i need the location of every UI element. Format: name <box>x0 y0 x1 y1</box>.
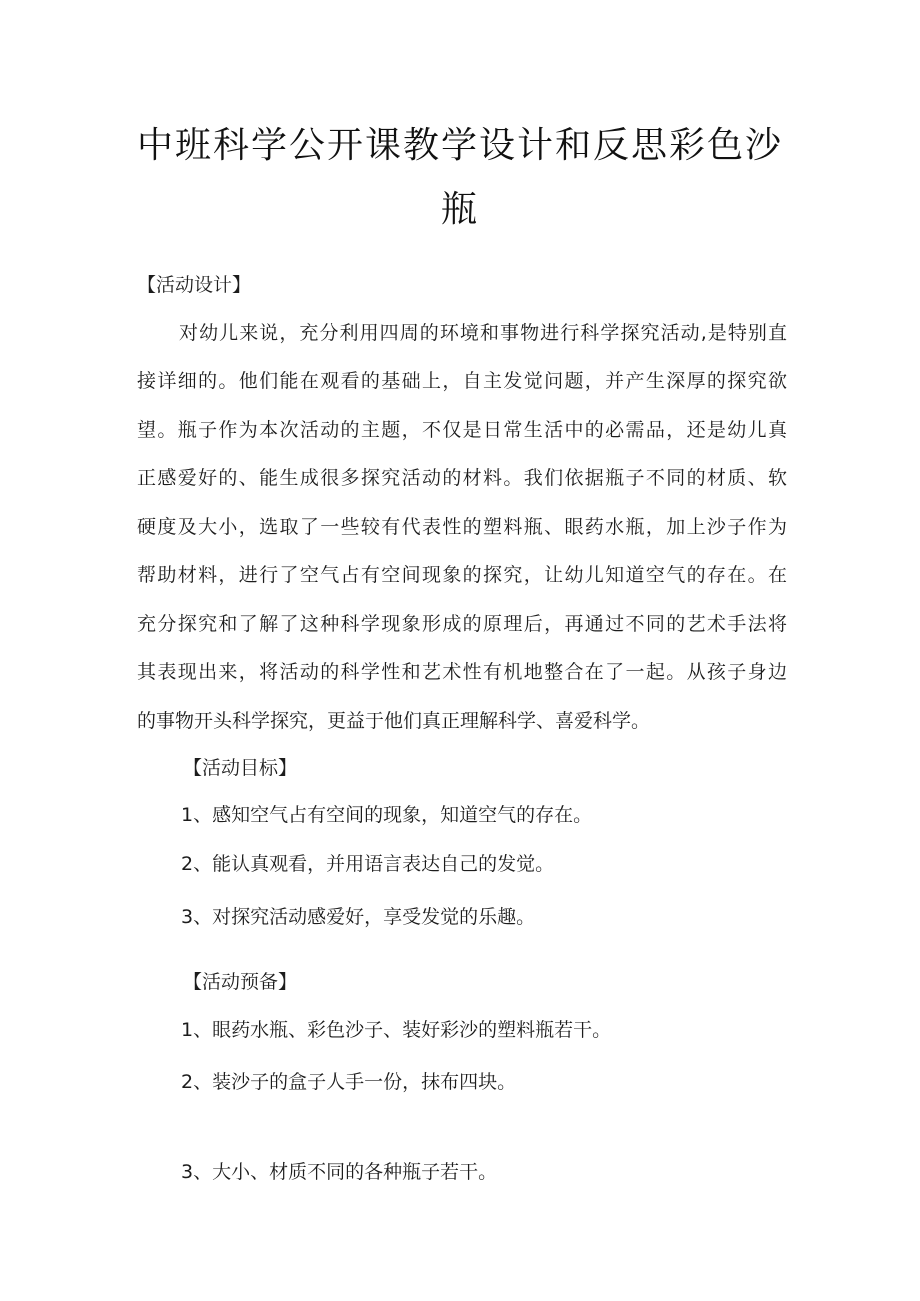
design-paragraph-line: 帮助材料，进行了空气占有空间现象的探究，让幼儿知道空气的存在。在 <box>137 564 787 586</box>
design-paragraph-line: 的事物开头科学探究，更益于他们真正理解科学、喜爱科学。 <box>137 710 651 732</box>
section-heading-activity-design: 【活动设计】 <box>137 274 252 296</box>
section-heading-activity-preparation: 【活动预备】 <box>183 971 298 993</box>
section-heading-activity-goals: 【活动目标】 <box>183 757 298 779</box>
document-title-line-1: 中班科学公开课教学设计和反思彩色沙 <box>136 125 783 166</box>
design-paragraph-line: 对幼儿来说，充分利用四周的环境和事物进行科学探究活动,是特别直 <box>179 322 787 344</box>
design-paragraph-line: 接详细的。他们能在观看的基础上，自主发觉问题，并产生深厚的探究欲 <box>137 370 787 392</box>
preparation-item: 3、大小、材质不同的各种瓶子若干。 <box>181 1161 498 1183</box>
design-paragraph-line: 正感爱好的、能生成很多探究活动的材料。我们依据瓶子不同的材质、软 <box>137 467 787 489</box>
design-paragraph-line: 充分探究和了解了这种科学现象形成的原理后，再通过不同的艺术手法将 <box>137 613 787 635</box>
design-paragraph-line: 望。瓶子作为本次活动的主题，不仅是日常生活中的必需品，还是幼儿真 <box>137 419 787 441</box>
document-title-line-2: 瓶 <box>440 189 479 230</box>
goal-item: 2、能认真观看，并用语言表达自己的发觉。 <box>181 853 555 875</box>
goal-item: 1、感知空气占有空间的现象，知道空气的存在。 <box>181 804 593 826</box>
goal-item: 3、对探究活动感爱好，享受发觉的乐趣。 <box>181 906 536 928</box>
preparation-item: 1、眼药水瓶、彩色沙子、装好彩沙的塑料瓶若干。 <box>181 1019 612 1041</box>
design-paragraph-line: 硬度及大小，选取了一些较有代表性的塑料瓶、眼药水瓶，加上沙子作为 <box>137 516 787 538</box>
preparation-item: 2、装沙子的盒子人手一份，抹布四块。 <box>181 1071 517 1093</box>
design-paragraph-line: 其表现出来，将活动的科学性和艺术性有机地整合在了一起。从孩子身边 <box>137 661 787 683</box>
